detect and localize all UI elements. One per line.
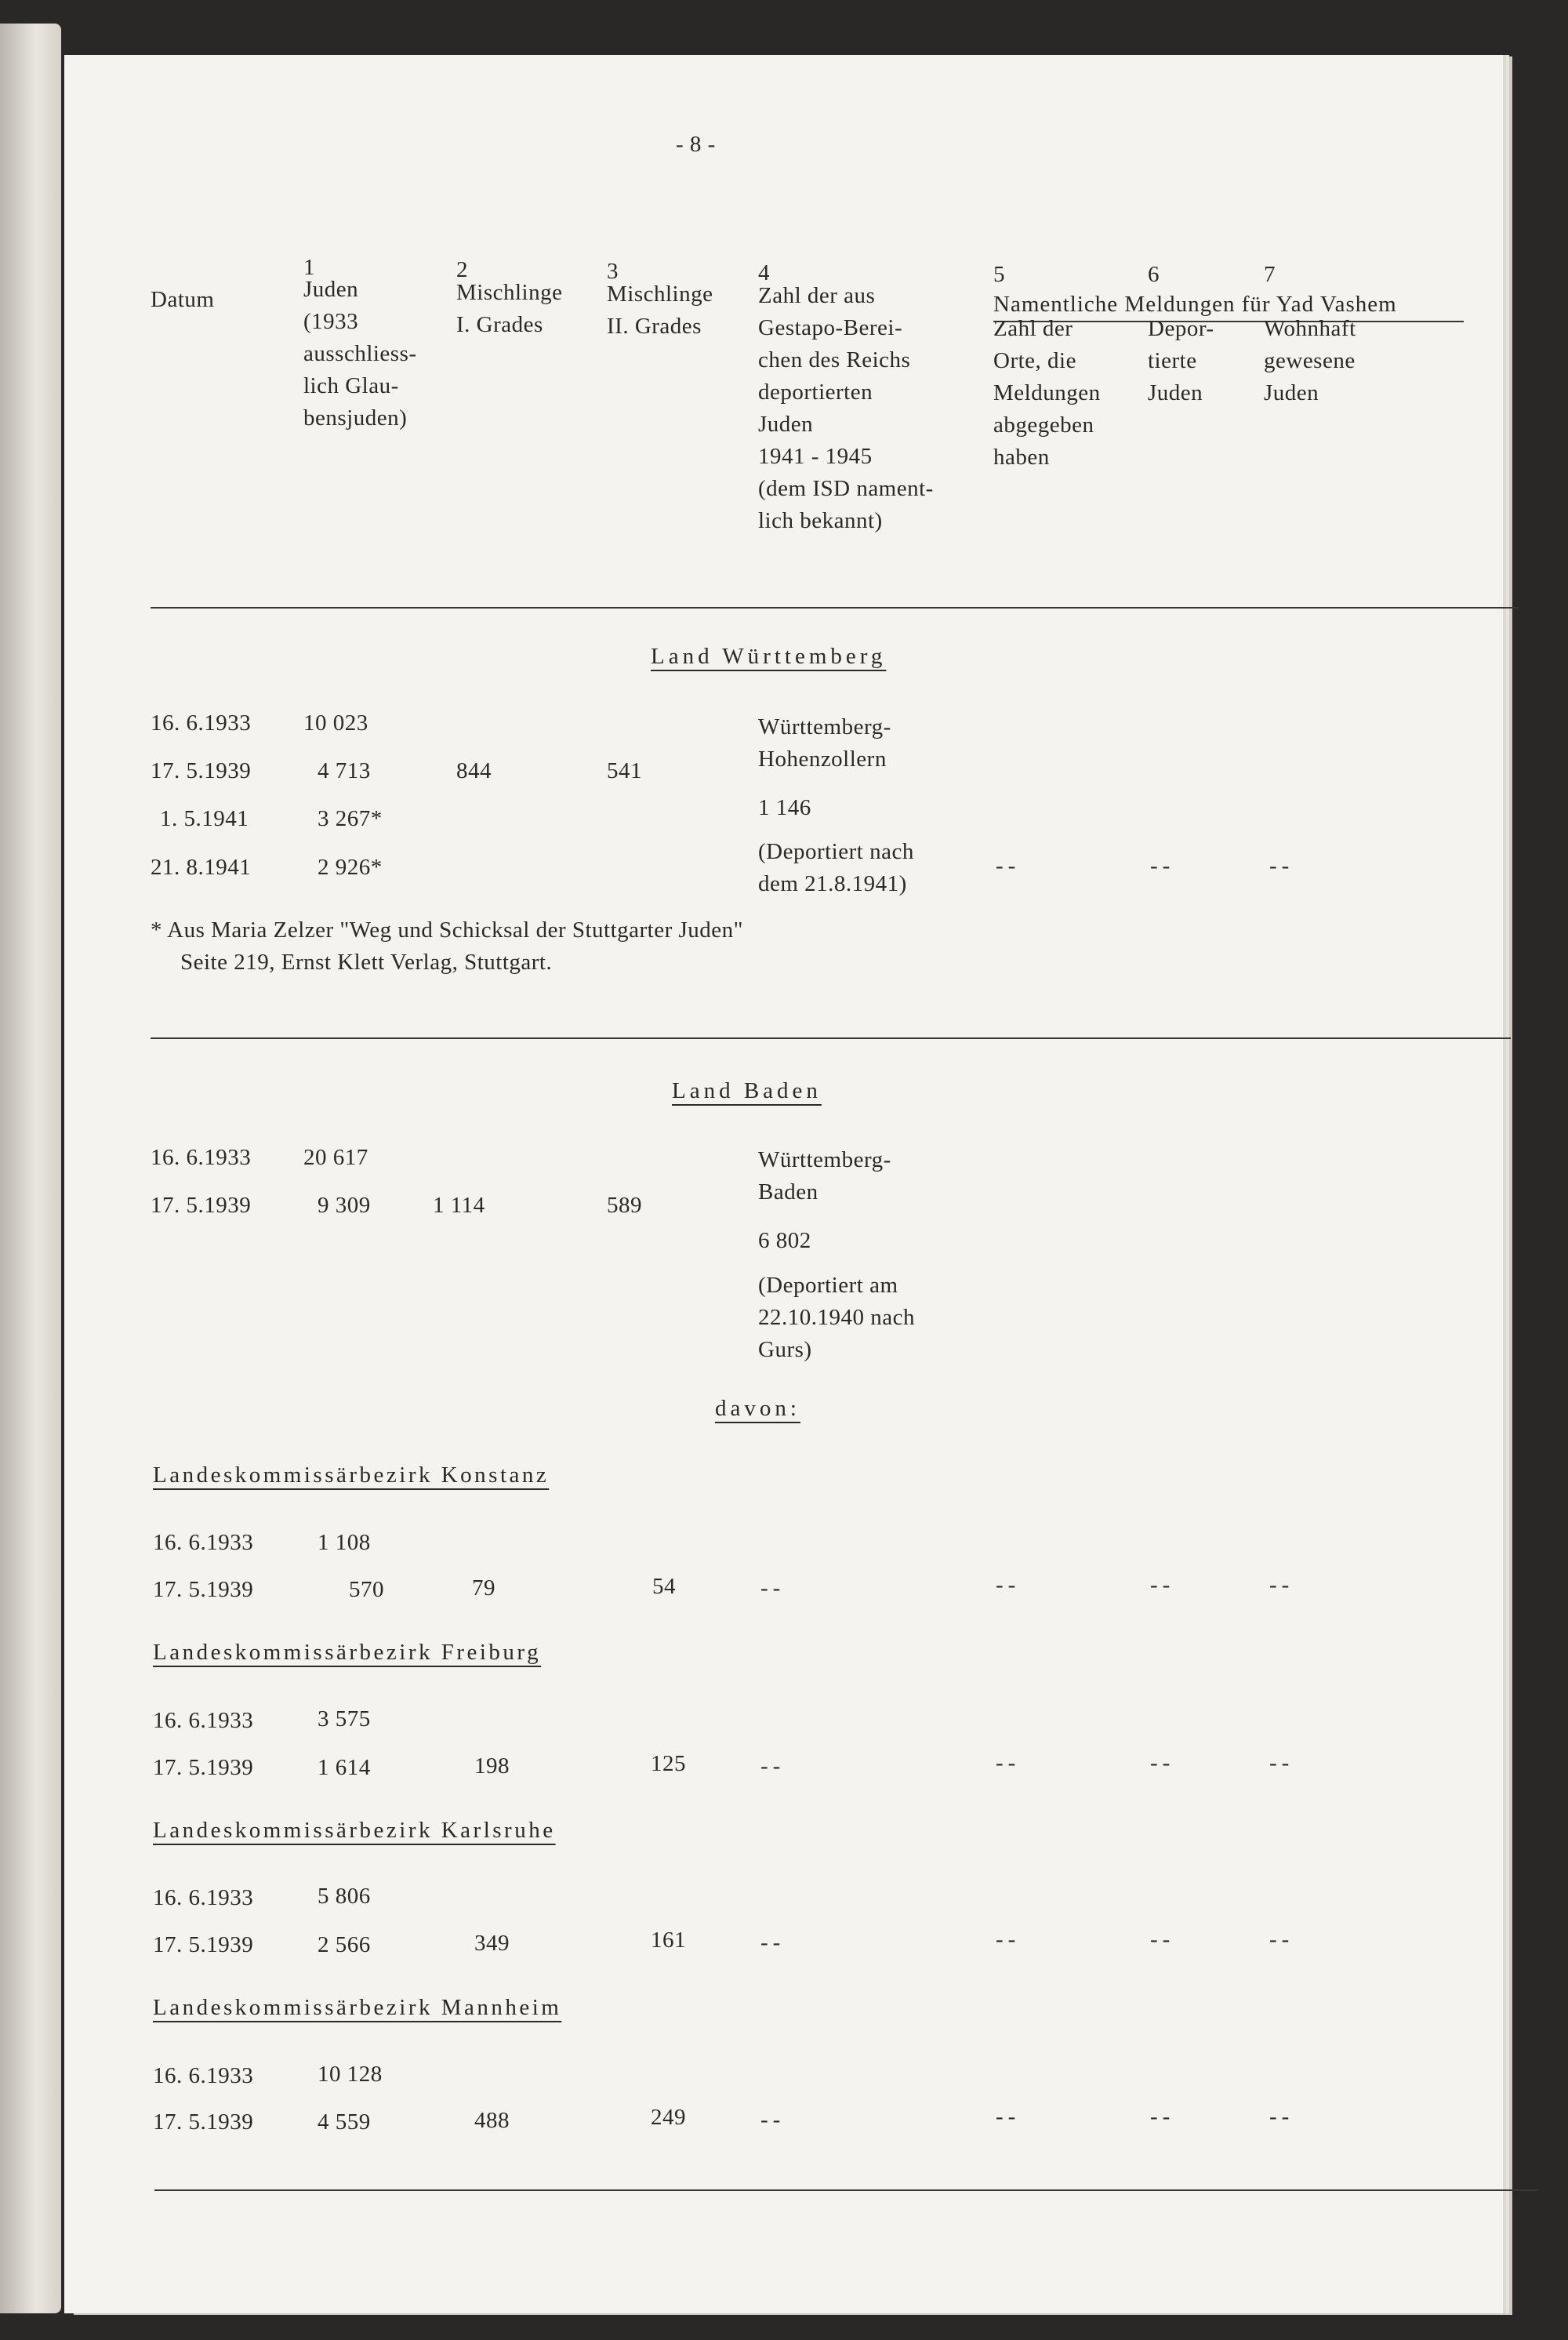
row-date: 17. 5.1939 [153,1755,254,1780]
row-juden: 3 267* [318,806,383,831]
col3-number: 3 [607,259,619,284]
row-date: 16. 6.1933 [153,1708,254,1733]
col4-header: Zahl der aus Gestapo-Berei- chen des Reichs deportierten Juden 1941 - 1945 (dem ISD nament- lich bekannt) [758,283,934,533]
row-juden: 1 614 [318,1755,371,1780]
deport-note: dem 21.8.1941) [758,871,907,896]
row-date: 16. 6.1933 [151,710,252,736]
deport-count: 6 802 [758,1228,811,1253]
dash-col5: -- [996,2104,1021,2129]
davon-heading: davon: [715,1396,800,1421]
dash-col6: -- [1150,1927,1175,1952]
col2-number: 2 [456,257,468,282]
row-juden: 5 806 [318,1884,371,1909]
row-mischlinge-1: 844 [456,758,492,783]
row-date: 17. 5.1939 [153,1932,254,1957]
bottom-divider [154,2189,1538,2191]
dash-col5: -- [996,853,1021,878]
row-mischlinge-1: 349 [474,1931,510,1956]
row-date: 1. 5.1941 [160,806,249,831]
row-juden: 2 566 [318,1932,371,1957]
facing-page-edge [0,24,61,2313]
deport-note: 22.10.1940 nach [758,1305,915,1330]
row-mischlinge-2: 161 [651,1928,686,1953]
row-juden: 10 023 [303,710,368,736]
row-mischlinge-1: 488 [474,2108,510,2133]
bezirk-heading-mannheim: Landeskommissärbezirk Mannheim [153,1995,562,2020]
col1-number: 1 [303,255,315,280]
col6-number: 6 [1148,262,1160,287]
row-date: 16. 6.1933 [153,1885,254,1910]
col7-header: Wohnhaft gewesene Juden [1264,316,1356,405]
row-juden: 4 559 [318,2109,371,2135]
row-juden: 20 617 [303,1145,368,1170]
dash-col5: -- [996,1750,1021,1775]
col6-header: Depor- tierte Juden [1148,316,1214,405]
deport-count: 1 146 [758,795,811,820]
dash-col6: -- [1150,1750,1175,1775]
dash-col7: -- [1269,2104,1294,2129]
row-juden: 2 926* [318,855,383,880]
dash-col7: -- [1269,1572,1294,1597]
section-heading-baden: Land Baden [672,1078,822,1103]
row-date: 16. 6.1933 [153,2063,254,2088]
deport-region: Württemberg- [758,714,891,739]
page-number: - 8 - [676,132,716,157]
row-juden: 10 128 [318,2062,383,2087]
dash-col5: -- [996,1572,1021,1597]
row-juden: 4 713 [318,758,371,783]
dash-col7: -- [1269,1927,1294,1952]
row-mischlinge-1: 198 [474,1753,510,1779]
dash-col7: -- [1269,853,1294,878]
deport-note: Gurs) [758,1337,812,1362]
header-divider [151,607,1519,609]
row-date: 17. 5.1939 [153,1577,254,1602]
row-mischlinge-1: 79 [472,1575,495,1601]
bezirk-heading-karlsruhe: Landeskommissärbezirk Karlsruhe [153,1818,556,1843]
dash-col4: -- [760,2107,786,2132]
row-mischlinge-2: 249 [651,2105,686,2130]
deport-region: Baden [758,1179,818,1205]
col5-number: 5 [993,262,1005,287]
col-datum-header: Datum [151,287,215,312]
dash-col4: -- [760,1753,786,1779]
bezirk-heading-freiburg: Landeskommissärbezirk Freiburg [153,1640,542,1665]
dash-col6: -- [1150,853,1175,878]
col5-header: Zahl der Orte, die Meldungen abgegeben haben [993,316,1101,470]
deport-region: Hohenzollern [758,747,887,772]
section-divider [151,1037,1511,1039]
deport-note: (Deportiert nach [758,839,914,864]
row-mischlinge-2: 54 [652,1574,676,1599]
row-juden: 570 [349,1577,384,1602]
section-heading-wuerttemberg: Land Württemberg [651,644,887,669]
row-juden: 3 575 [318,1706,371,1731]
row-juden: 9 309 [318,1193,371,1218]
footnote: * Aus Maria Zelzer "Weg und Schicksal der Stuttgarter Juden" [151,917,744,943]
deport-note: (Deportiert am [758,1273,898,1298]
row-date: 17. 5.1939 [151,758,252,783]
footnote: Seite 219, Ernst Klett Verlag, Stuttgart. [180,950,553,975]
deport-region: Württemberg- [758,1147,891,1172]
col1-header: Juden (1933 ausschliess- lich Glau- bensjuden) [303,277,417,431]
row-date: 17. 5.1939 [153,2109,254,2135]
dash-col7: -- [1269,1750,1294,1775]
col7-number: 7 [1264,262,1276,287]
col2-header: Mischlinge I. Grades [456,280,563,337]
dash-col6: -- [1150,2104,1175,2129]
row-mischlinge-2: 589 [607,1193,642,1218]
row-date: 16. 6.1933 [153,1530,254,1555]
row-mischlinge-2: 125 [651,1751,686,1776]
col4-number: 4 [758,260,770,285]
row-juden: 1 108 [318,1530,371,1555]
document-page [64,55,1503,2313]
row-mischlinge-1: 1 114 [433,1193,485,1218]
col3-header: Mischlinge II. Grades [607,282,713,339]
dash-col6: -- [1150,1572,1175,1597]
row-date: 21. 8.1941 [151,855,252,880]
row-mischlinge-2: 541 [607,758,642,783]
bezirk-heading-konstanz: Landeskommissärbezirk Konstanz [153,1462,550,1488]
dash-col5: -- [996,1927,1021,1952]
row-date: 16. 6.1933 [151,1145,252,1170]
dash-col4: -- [760,1930,786,1955]
dash-col4: -- [760,1575,786,1601]
yad-vashem-header: Namentliche Meldungen für Yad Vashem [993,292,1397,317]
row-date: 17. 5.1939 [151,1193,252,1218]
